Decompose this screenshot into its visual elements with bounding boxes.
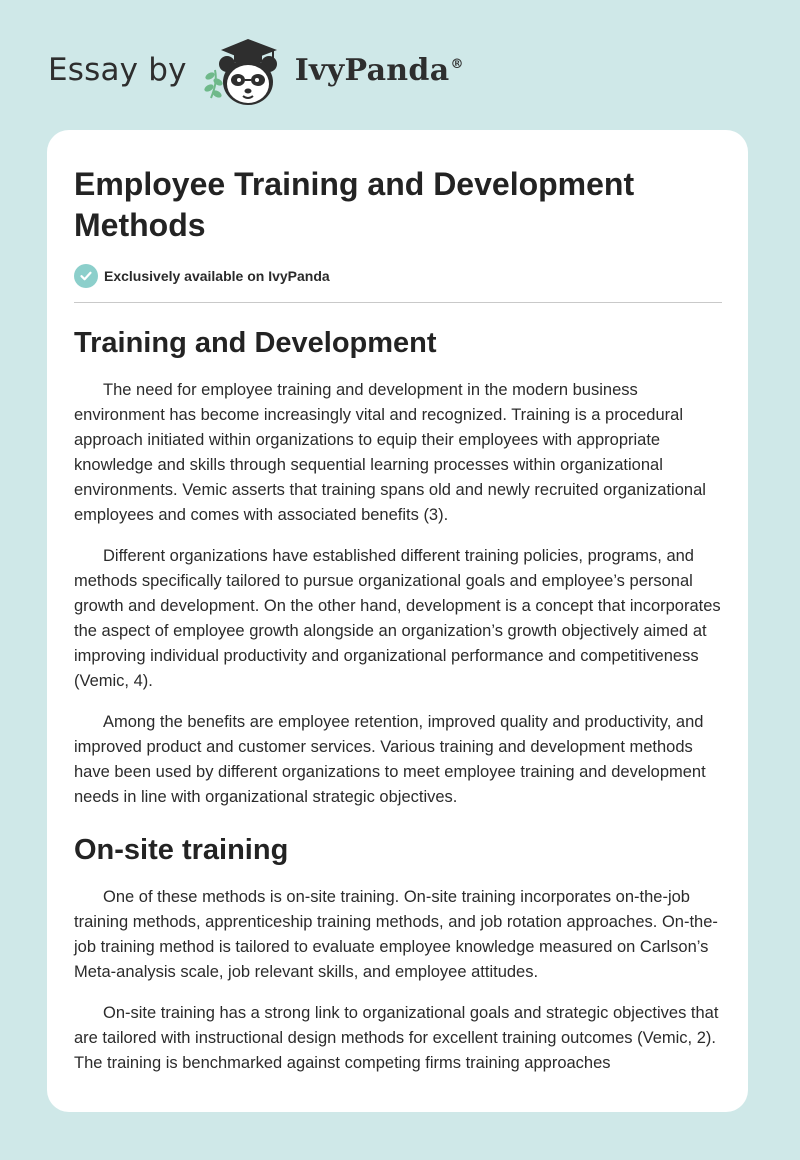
section-heading-training-and-development: Training and Development	[74, 327, 437, 359]
exclusive-badge-label: Exclusively available on IvyPanda	[104, 268, 330, 284]
paragraph: Different organizations have established different training policies, programs, and methods specifically tailored to pursue organizational goals and employee’s personal growth and development. On the other hand, development is a concept that incorporates the aspect of employee growth alongside an organization’s growth objectively aimed at improving individual productivity and organizational performance and competitiveness (Vemic, 4).	[74, 547, 721, 690]
registered-mark: ®	[450, 56, 464, 72]
exclusive-badge	[74, 264, 722, 288]
article-card	[47, 130, 748, 1112]
paragraph: One of these methods is on-site training. On-site training incorporates on-the-job training methods, apprenticeship training methods, and job rotation approaches. On-the-job training method is tailored to evaluate employee knowledge measured on Carlson’s Meta-analysis scale, job relevant skills, and employee attitudes.	[74, 888, 718, 981]
article-content	[74, 164, 722, 1076]
panda-graduate-icon[interactable]	[201, 30, 289, 110]
check-circle-icon	[74, 264, 98, 288]
brand-name[interactable]	[295, 53, 464, 88]
divider	[74, 302, 722, 303]
essay-by-label: Essay by	[48, 52, 187, 88]
brand-text: IvyPanda	[294, 52, 450, 88]
paragraph: Among the benefits are employee retention, improved quality and productivity, and improved product and customer services. Various training and development methods have been used by different organizations to meet employee training and development needs in line with organizational strategic objectives.	[74, 713, 706, 806]
section-heading-on-site-training: On-site training	[74, 834, 289, 866]
paragraph: The need for employee training and development in the modern business environment has become increasingly vital and recognized. Training is a procedural approach initiated within organizations to equip their employees with appropriate knowledge and skills through sequential learning processes within organizational environments. Vemic asserts that training spans old and newly recruited organizational employees and comes with associated benefits (3).	[74, 381, 706, 524]
paragraph: On-site training has a strong link to organizational goals and strategic objectives that are tailored with instructional design methods for excellent training outcomes (Vemic, 2). The training is benchmarked against competing firms training approaches	[74, 1004, 719, 1072]
site-header	[48, 30, 464, 110]
article-title: Employee Training and Development Methods	[74, 166, 635, 243]
